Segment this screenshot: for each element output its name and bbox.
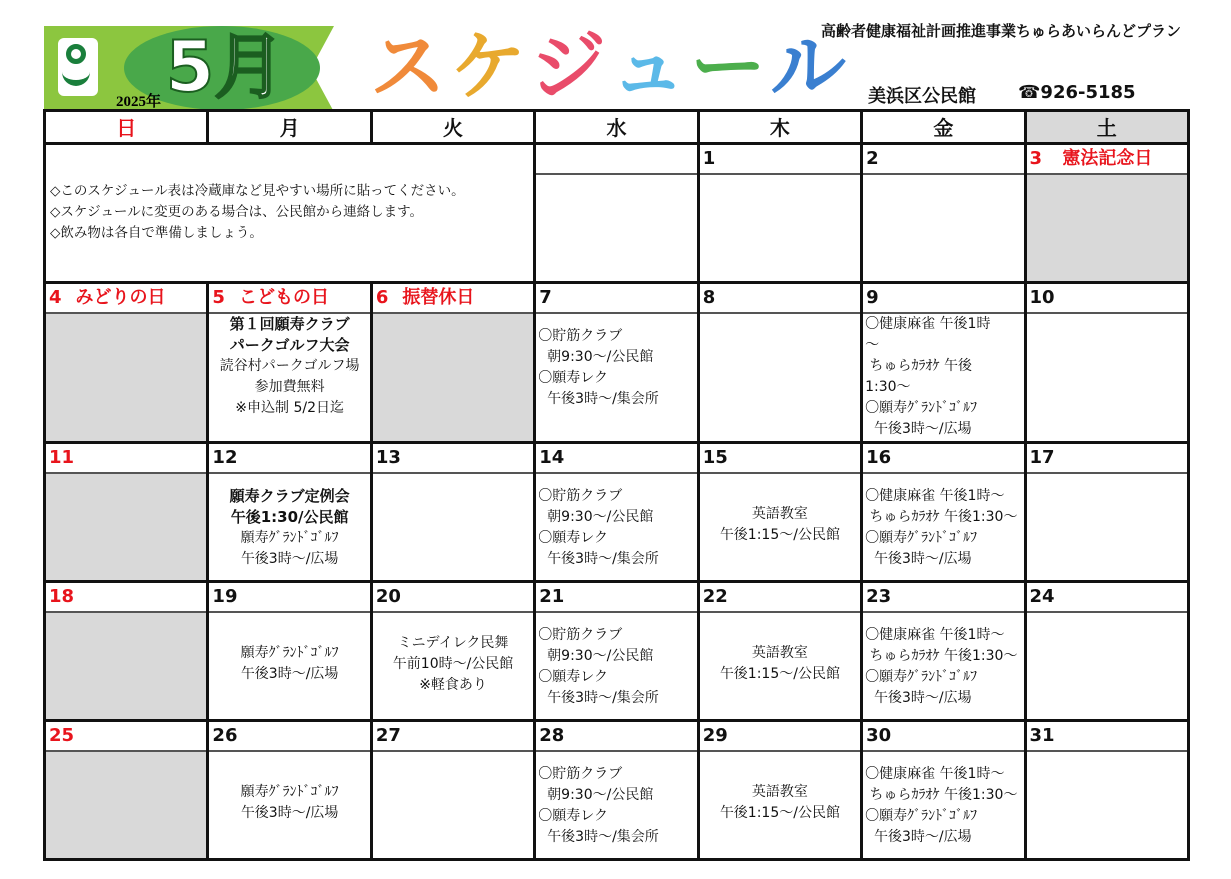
notes-cell: [45, 144, 535, 283]
weekday-wed: 水: [535, 111, 698, 144]
event-line: 1:30～: [865, 379, 911, 396]
day-number: [46, 722, 206, 752]
holiday-name: 振替休日: [402, 287, 475, 309]
day-number: [863, 722, 1023, 752]
event-line: 〇願寿ｸﾞﾗﾝﾄﾞｺﾞﾙﾌ: [865, 530, 978, 547]
event-list: [209, 752, 369, 824]
day-cell: [208, 582, 371, 721]
day-cell: [1025, 582, 1188, 721]
weekday-fri: 金: [862, 111, 1025, 144]
event-line: 〇健康麻雀 午後1時～: [865, 766, 1005, 783]
title-char: ー: [690, 22, 770, 111]
event-line: 午後3時～/広場: [865, 421, 972, 438]
event-line: 〇願寿レク: [538, 669, 608, 686]
event-line: 午後3時～/広場: [865, 829, 972, 846]
day-number: [209, 722, 369, 752]
event-list: [536, 314, 696, 410]
day-cell: [862, 582, 1025, 721]
day-number-value: 9: [866, 287, 879, 309]
day-number: 1: [700, 145, 860, 175]
event-line: 午後1:15～/公民館: [719, 805, 840, 822]
day-number-value: 23: [866, 586, 892, 608]
day-number-value: 22: [702, 586, 728, 608]
event-line: ちゅらｶﾗｵｹ 午後1:30～: [865, 787, 1018, 804]
event-list: [863, 752, 1023, 848]
event-line: ～: [865, 337, 880, 354]
day-cell: [535, 283, 698, 443]
hall-name: 美浜区公民館: [868, 86, 976, 107]
day-cell: [535, 721, 698, 860]
day-number-value: 27: [375, 725, 401, 747]
day-number-value: 29: [702, 725, 728, 747]
day-number: [1027, 145, 1187, 175]
event-line: 願寿ｸﾞﾗﾝﾄﾞｺﾞﾙﾌ: [240, 530, 339, 547]
day-number: [373, 284, 533, 314]
day-number: [536, 583, 696, 613]
note-item: ◇スケジュールに変更のある場合は、公民館から連絡します。: [50, 204, 423, 221]
event-line: 午後1:30/公民館: [230, 508, 349, 527]
event-line: ※軽食あり: [419, 677, 487, 694]
event-line: 午後3時～/広場: [240, 666, 339, 683]
day-cell: [1025, 283, 1188, 443]
event-line: 午後3時～/広場: [865, 551, 972, 568]
event-line: 朝9:30～/公民館: [538, 349, 654, 366]
day-number-value: 19: [212, 586, 238, 608]
day-number-value: 28: [539, 725, 565, 747]
day-cell: [535, 582, 698, 721]
event-list: [863, 474, 1023, 570]
day-number: [373, 583, 533, 613]
day-number: [863, 583, 1023, 613]
event-line: 〇貯筋クラブ: [538, 766, 623, 783]
day-number: [700, 583, 860, 613]
day-number: [46, 284, 206, 314]
week-row: [45, 582, 1189, 721]
day-number-value: 16: [866, 447, 892, 469]
day-number: [373, 444, 533, 474]
event-line: 〇願寿ｸﾞﾗﾝﾄﾞｺﾞﾙﾌ: [865, 808, 978, 825]
event-line: ちゅらｶﾗｵｹ 午後1:30～: [865, 509, 1018, 526]
event-line: 〇願寿ｸﾞﾗﾝﾄﾞｺﾞﾙﾌ: [865, 669, 978, 686]
day-number: [863, 284, 1023, 314]
event-line: ※申込制 5/2日迄: [235, 400, 344, 417]
day-number-value: 26: [212, 725, 238, 747]
day-number: [1027, 284, 1187, 314]
day-number-value: 11: [49, 447, 75, 469]
day-number: [209, 444, 369, 474]
event-line: パークゴルフ大会: [229, 336, 350, 355]
event-list: [209, 613, 369, 685]
event-line: 読谷村パークゴルフ場: [219, 358, 360, 375]
event-line: 第１回願寿クラブ: [229, 315, 350, 334]
day-cell: [371, 283, 534, 443]
event-list: [700, 752, 860, 824]
event-line: 午後3時～/広場: [240, 805, 339, 822]
day-number-value: 6: [375, 287, 389, 309]
notes-list: [46, 145, 533, 244]
day-cell: [1025, 443, 1188, 582]
event-line: 願寿クラブ定例会: [229, 487, 350, 506]
day-number: [863, 444, 1023, 474]
day-cell: [698, 144, 861, 283]
event-line: 〇願寿ｸﾞﾗﾝﾄﾞｺﾞﾙﾌ: [865, 400, 978, 417]
event-line: ちゅらｶﾗｵｹ 午後: [865, 358, 973, 375]
day-cell: [1025, 721, 1188, 860]
event-line: 〇健康麻雀 午後1時: [865, 316, 991, 333]
day-cell: [45, 283, 208, 443]
event-line: 英語教室: [751, 645, 808, 662]
day-cell: [698, 283, 861, 443]
event-line: 願寿ｸﾞﾗﾝﾄﾞｺﾞﾙﾌ: [240, 645, 339, 662]
event-line: 〇願寿レク: [538, 370, 608, 387]
event-list: [536, 613, 696, 709]
day-number-value: 13: [375, 447, 401, 469]
event-line: 午後3時～/広場: [240, 551, 339, 568]
weekday-sat: 土: [1025, 111, 1188, 144]
event-list: [700, 613, 860, 685]
organization-name: 高齢者健康福祉計画推進事業ちゅらあいらんどプラン: [820, 22, 1181, 40]
day-number-value: 30: [866, 725, 892, 747]
day-number: [46, 444, 206, 474]
event-line: 午後3時～/集会所: [538, 551, 659, 568]
day-number-value: 21: [539, 586, 565, 608]
event-line: 朝9:30～/公民館: [538, 787, 654, 804]
day-number: [700, 284, 860, 314]
event-line: 英語教室: [751, 784, 808, 801]
day-cell: [698, 721, 861, 860]
day-number-value: 17: [1029, 447, 1055, 469]
day-number-value: 12: [212, 447, 238, 469]
event-list: [209, 474, 369, 570]
day-cell: [535, 144, 698, 283]
note-item: ◇飲み物は各自で準備しましょう。: [50, 225, 263, 242]
event-line: 午後1:15～/公民館: [719, 666, 840, 683]
calendar-grid: [43, 109, 1190, 861]
event-line: 願寿ｸﾞﾗﾝﾄﾞｺﾞﾙﾌ: [240, 784, 339, 801]
day-number-value: 5: [212, 287, 225, 309]
event-line: 午後3時～/集会所: [538, 829, 659, 846]
phone-number: ☎926-5185: [1018, 82, 1136, 103]
day-cell: [535, 443, 698, 582]
day-number: [700, 722, 860, 752]
day-number-value: 10: [1029, 287, 1055, 309]
day-cell: [862, 721, 1025, 860]
event-line: 午後3時～/広場: [865, 690, 972, 707]
day-cell: [45, 721, 208, 860]
title-char: ケ: [450, 22, 530, 111]
title-char: ュ: [610, 22, 690, 111]
event-line: 朝9:30～/公民館: [538, 648, 654, 665]
day-cell: [1025, 144, 1188, 283]
event-list: [373, 613, 533, 696]
week-row: [45, 283, 1189, 443]
day-cell: [208, 443, 371, 582]
weekday-tue: 火: [371, 111, 534, 144]
event-line: ミニデイレク民舞: [397, 635, 509, 652]
day-number: [700, 444, 860, 474]
day-cell: [862, 283, 1025, 443]
day-cell: [208, 721, 371, 860]
day-number: [536, 145, 696, 175]
note-item: ◇このスケジュール表は冷蔵庫など見やすい場所に貼ってください。: [50, 183, 465, 200]
day-number: [536, 284, 696, 314]
week-row: [45, 144, 1189, 283]
schedule-title: [370, 22, 850, 112]
holiday-name: 憲法記念日: [1062, 148, 1153, 170]
event-list: [863, 314, 1023, 440]
title-char: ル: [770, 22, 850, 111]
week-row: [45, 721, 1189, 860]
year-label: 2025年: [116, 94, 162, 110]
day-cell: [371, 443, 534, 582]
month-label: 5月: [165, 26, 285, 108]
day-cell: [698, 443, 861, 582]
day-cell: [208, 283, 371, 443]
event-line: 午後3時～/集会所: [538, 690, 659, 707]
event-line: 〇健康麻雀 午後1時～: [865, 627, 1005, 644]
title-char: ジ: [530, 22, 610, 111]
event-line: 英語教室: [751, 506, 808, 523]
plan-logo-icon: [58, 38, 98, 96]
day-number-value: 7: [539, 287, 552, 309]
day-number: [1027, 583, 1187, 613]
day-number-value: 3: [1029, 148, 1043, 170]
event-list: [536, 752, 696, 848]
event-line: 〇貯筋クラブ: [538, 328, 623, 345]
day-number: [209, 284, 369, 314]
event-line: 朝9:30～/公民館: [538, 509, 654, 526]
day-number: [46, 583, 206, 613]
day-number: [1027, 444, 1187, 474]
event-list: [536, 474, 696, 570]
event-list: [209, 314, 369, 419]
day-number-value: 14: [539, 447, 565, 469]
day-number-value: 4: [49, 287, 62, 309]
event-line: 〇健康麻雀 午後1時～: [865, 488, 1005, 505]
weekday-mon: 月: [208, 111, 371, 144]
holiday-name: みどりの日: [75, 287, 166, 309]
day-number-value: 8: [702, 287, 716, 309]
day-number-value: 15: [702, 447, 728, 469]
event-line: 午前10時～/公民館: [392, 656, 514, 673]
day-number: 2: [863, 145, 1023, 175]
event-line: 〇願寿レク: [538, 808, 608, 825]
day-number: [1027, 722, 1187, 752]
day-number: [536, 444, 696, 474]
event-line: 参加費無料: [254, 379, 325, 396]
day-cell: [371, 582, 534, 721]
day-number: [373, 722, 533, 752]
weekday-header-row: [45, 111, 1189, 144]
day-cell: [862, 144, 1025, 283]
day-number: [209, 583, 369, 613]
event-list: [700, 474, 860, 546]
week-row: [45, 443, 1189, 582]
day-cell: [45, 582, 208, 721]
day-cell: [862, 443, 1025, 582]
event-line: 〇貯筋クラブ: [538, 627, 623, 644]
holiday-name: こどもの日: [238, 287, 329, 309]
event-line: 午後3時～/集会所: [538, 391, 659, 408]
event-list: [863, 613, 1023, 709]
day-number-value: 25: [49, 725, 75, 747]
day-cell: [45, 443, 208, 582]
day-number-value: 20: [375, 586, 401, 608]
title-char: ス: [370, 22, 450, 111]
weekday-sun: 日: [45, 111, 208, 144]
day-number-value: 24: [1029, 586, 1055, 608]
day-number-value: 18: [49, 586, 75, 608]
day-cell: [698, 582, 861, 721]
event-line: ちゅらｶﾗｵｹ 午後1:30～: [865, 648, 1018, 665]
event-line: 午後1:15～/公民館: [719, 527, 840, 544]
weekday-thu: 木: [698, 111, 861, 144]
day-number-value: 31: [1029, 725, 1055, 747]
event-line: 〇願寿レク: [538, 530, 608, 547]
event-line: 〇貯筋クラブ: [538, 488, 623, 505]
day-number: [536, 722, 696, 752]
day-cell: [371, 721, 534, 860]
